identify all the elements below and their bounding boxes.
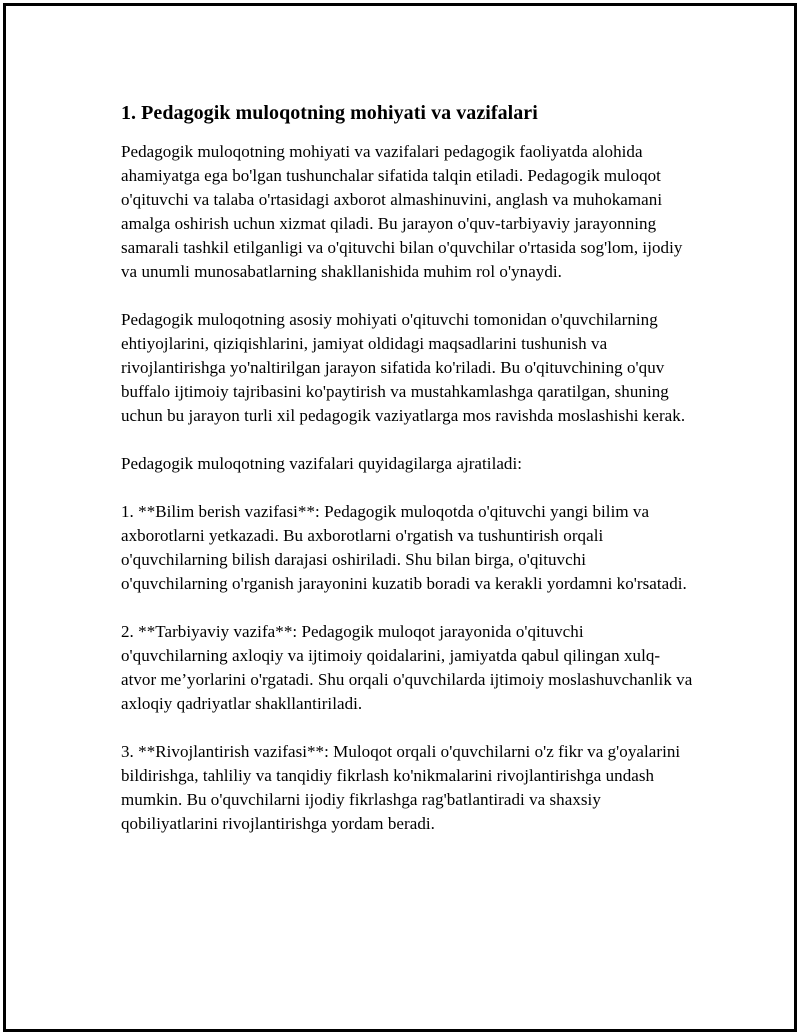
document-body [121,100,693,836]
paragraph-functions-intro: Pedagogik muloqotning vazifalari quyidagilarga ajratiladi: [121,454,523,473]
page-frame [3,3,797,1032]
paragraph-function-development: 3. **Rivojlantirish vazifasi**: Muloqot orqali o'quvchilarni o'z fikr va g'oyalarini bildirishga, tahliliy va tanqidiy fikrlash ko'nikmalarini rivojlantirishga undash mumkin. Bu o'quvchilarni ijodiy fikrlashga rag'batlantiradi va shaxsiy qobiliyatlarini rivojlantirishga yordam beradi. [121,742,681,833]
document-heading: 1. Pedagogik muloqotning mohiyati va vazifalari [121,102,538,124]
paragraph-essence: Pedagogik muloqotning asosiy mohiyati o'qituvchi tomonidan o'quvchilarning ehtiyojlarini, qiziqishlarini, jamiyat oldidagi maqsadlarini tushunish va rivojlantirishga yo'naltirilgan jarayon sifatida ko'riladi. Bu o'qituvchining o'quv buffalo ijtimoiy tajribasini ko'paytirish va mustahkamlashga qaratilgan, shuning uchun bu jarayon turli xil pedagogik vaziyatlarga mos ravishda moslashishi kerak. [121,310,686,425]
paragraph-intro: Pedagogik muloqotning mohiyati va vazifalari pedagogik faoliyatda alohida ahamiyatga ega bo'lgan tushunchalar sifatida talqin etiladi. Pedagogik muloqot o'qituvchi va talaba o'rtasidagi axborot almashinuvini, anglash va muhokamani amalga oshirish uchun xizmat qiladi. Bu jarayon o'quv-tarbiyaviy jarayonning samarali tashkil etilganligi va o'qituvchi bilan o'quvchilar o'rtasida sog'lom, ijodiy va unumli munosabatlarning shakllanishida muhim rol o'ynaydi. [121,142,683,281]
paragraph-function-knowledge: 1. **Bilim berish vazifasi**: Pedagogik muloqotda o'qituvchi yangi bilim va axborotlarni yetkazadi. Bu axborotlarni o'rgatish va tushuntirish orqali o'quvchilarning bilish darajasi oshiriladi. Shu bilan birga, o'qituvchi o'quvchilarning o'rganish jarayonini kuzatib boradi va kerakli yordamni ko'rsatadi. [121,502,687,593]
paragraph-function-upbringing: 2. **Tarbiyaviy vazifa**: Pedagogik muloqot jarayonida o'qituvchi o'quvchilarning axloqiy va ijtimoiy qoidalarini, jamiyatda qabul qilingan xulq-atvor me’yorlarini o'rgatadi. Shu orqali o'quvchilarda ijtimoiy moslashuvchanlik va axloqiy qadriyatlar shakllantiriladi. [121,622,693,713]
